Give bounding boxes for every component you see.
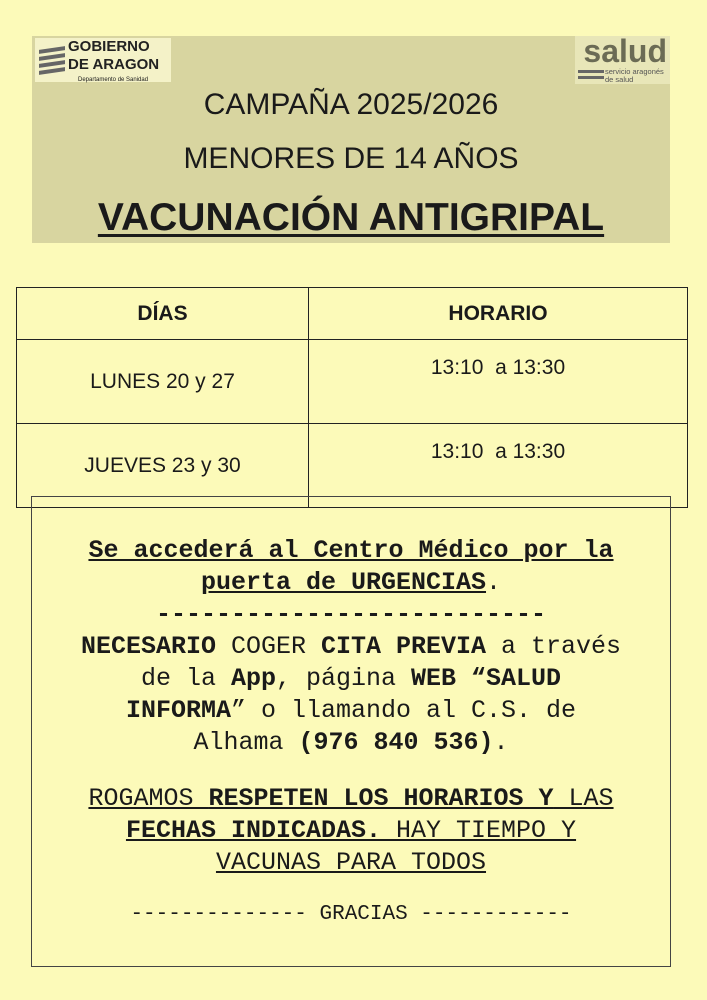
text: COGER — [215, 632, 321, 661]
column-header-time: HORARIO — [309, 288, 688, 340]
aragon-stripes-icon — [39, 45, 65, 76]
text: App — [230, 664, 276, 693]
logo-text: GOBIERNO — [68, 37, 150, 55]
text: ” o llamando al C.S. de — [230, 696, 577, 725]
punct: . — [486, 568, 502, 597]
thanks-text: -------------- GRACIAS ------------ — [130, 903, 572, 926]
text: VACUNAS PARA TODOS — [215, 848, 487, 877]
text: FECHAS INDICADAS. — [125, 816, 381, 845]
notice-box — [31, 496, 671, 967]
text: ROGAMOS — [88, 784, 209, 813]
salud-logo — [575, 33, 670, 84]
text: LAS — [553, 784, 614, 813]
text: RESPETEN LOS HORARIOS Y — [208, 784, 554, 813]
logo-text: DE ARAGON — [68, 55, 160, 73]
logo-subtext: de salud — [605, 75, 634, 84]
phone-number: (976 840 536) — [298, 728, 494, 757]
text: NECESARIO — [80, 632, 216, 661]
age-line: MENORES DE 14 AÑOS — [183, 142, 519, 175]
text: . — [493, 728, 509, 757]
day-cell: JUEVES 23 y 30 — [17, 424, 309, 508]
salud-stripes-icon — [578, 70, 604, 73]
access-text: puerta de URGENCIAS — [200, 568, 487, 597]
text: CITA PREVIA — [321, 632, 487, 661]
table-row — [17, 340, 688, 424]
time-cell: 13:10 a 13:30 — [309, 340, 688, 424]
text: de la — [140, 664, 231, 693]
logo-text: salud — [583, 33, 667, 69]
text: Alhama — [193, 728, 299, 757]
day-cell: LUNES 20 y 27 — [17, 340, 309, 424]
schedule-table — [16, 287, 688, 508]
campaign-line: CAMPAÑA 2025/2026 — [203, 88, 499, 121]
text: , página — [275, 664, 412, 693]
table-row — [17, 424, 688, 508]
text: a través — [486, 632, 622, 661]
time-cell: 13:10 a 13:30 — [309, 424, 688, 508]
text: HAY TIEMPO Y — [381, 816, 577, 845]
separator: -------------------------- — [155, 600, 547, 629]
page-title: VACUNACIÓN ANTIGRIPAL — [97, 196, 605, 239]
logo-subtext: servicio aragonés — [605, 67, 664, 76]
access-text: Se accederá al Centro Médico por la — [88, 536, 614, 565]
logo-subtext: Departamento de Sanidad — [78, 76, 149, 83]
column-header-days: DÍAS — [17, 288, 309, 340]
text: INFORMA — [125, 696, 231, 725]
gobierno-aragon-logo — [35, 38, 171, 82]
text: WEB “SALUD — [411, 664, 562, 693]
